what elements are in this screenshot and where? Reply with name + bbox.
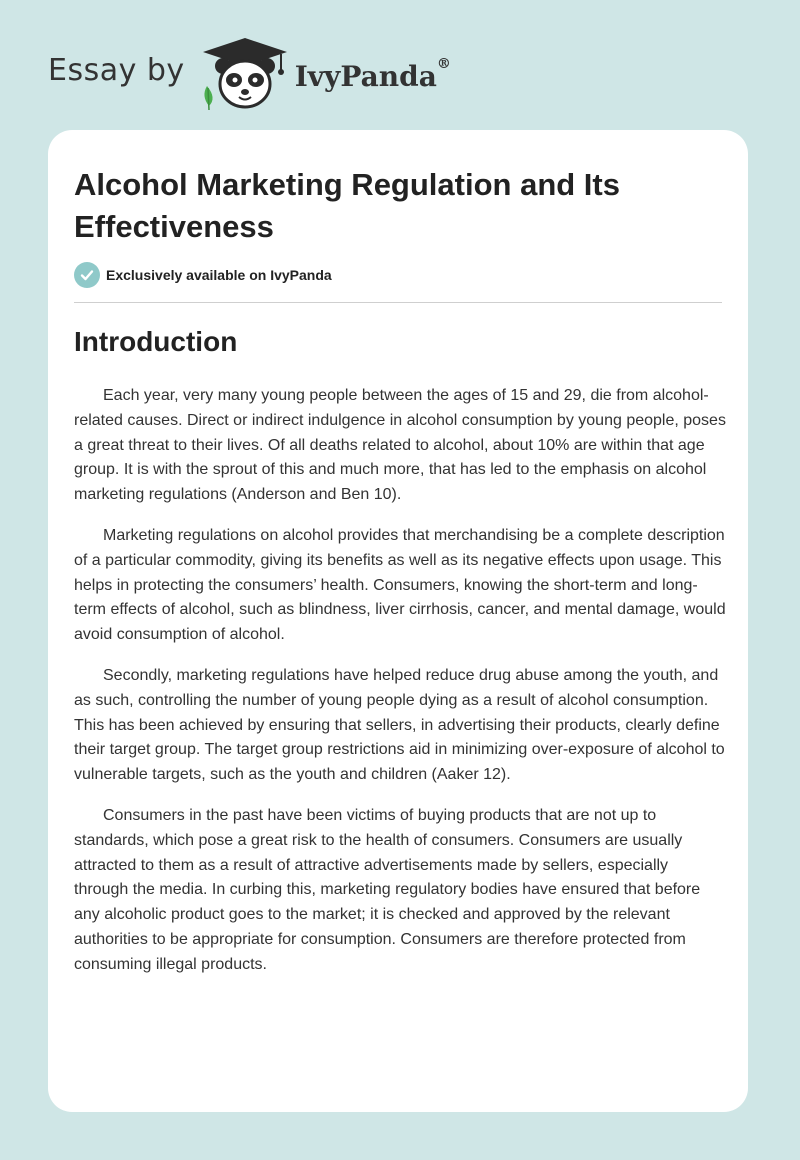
divider [74,302,722,303]
page-title: Alcohol Marketing Regulation and Its Effectiveness [74,167,620,244]
section-heading: Introduction [74,326,238,357]
paragraph: Secondly, marketing regulations have helped reduce drug abuse among the youth, and as such, controlling the number of young people dying as a result of alcohol consumption. This has been achieved by ensuring that sellers, in advertising their products, clearly define their target group. The target group restrictions aid in minimizing over-exposure of alcohol to vulnerable targets, such as the youth and children (Aaker 12). [74,666,725,784]
paragraph: Each year, very many young people between the ages of 15 and 29, die from alcohol-related causes. Direct or indirect indulgence in alcohol consumption by young people, poses a great threat to their lives. Of all deaths related to alcohol, about 10% are within that age group. It is with the sprout of this and much more, that has led to the emphasis on alcohol marketing regulations (Anderson and Ben 10). [74,387,726,504]
article-body [74,384,726,994]
exclusive-badge [74,262,332,288]
brand-name[interactable]: IvyPanda® [294,55,451,93]
essay-by-label: Essay by [48,52,185,88]
essay-card [48,130,748,1112]
site-header [48,34,451,114]
registered-mark: ® [436,55,451,72]
panda-graduate-logo-icon[interactable] [199,36,291,112]
paragraph: Consumers in the past have been victims of buying products that are not up to standards, which pose a great risk to the health of consumers. Consumers are usually attracted to them as a result of attractive advertisements made by sellers, especially through the media. In curbing this, marketing regulatory bodies have ensured that before any alcoholic product goes to the market; it is checked and approved by the relevant authorities to be appropriate for consumption. Consumers are therefore protected from consuming illegal products. [74,806,701,973]
badge-label: Exclusively available on IvyPanda [106,267,332,283]
check-circle-icon [74,262,100,288]
paragraph: Marketing regulations on alcohol provides that merchandising be a complete description of a particular commodity, giving its benefits as well as its negative effects upon usage. This helps in protecting the consumers’ health. Consumers, knowing the short-term and long-term effects of alcohol, such as blindness, liver cirrhosis, cancer, and mental damage, would avoid consumption of alcohol. [74,526,726,644]
